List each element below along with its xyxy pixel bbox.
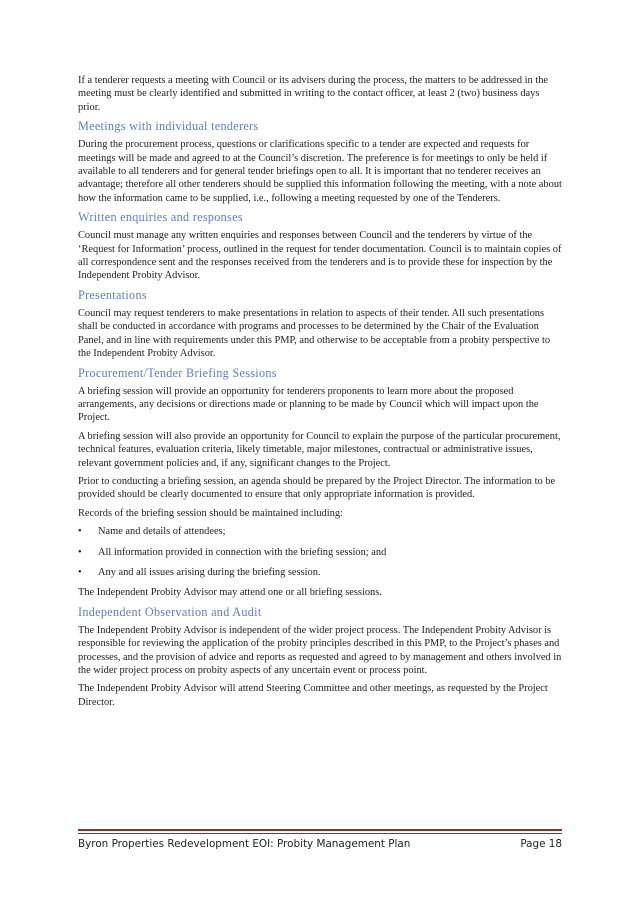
presentations-paragraph: Council may request tenderers to make presentations in relation to aspects of their tender. All such presentations shall be conducted in accordance with programs and processes to be determined by the Chair of the Evaluation Panel, and in line with requirements under this PMP, and otherwise to be acceptable from a probity perspective to the Independent Probity Advisor. — [78, 307, 551, 360]
list-item: • Any and all issues arising during the briefing session. — [78, 566, 321, 578]
bullet-icon: • — [78, 546, 82, 558]
heading-presentations: Presentations — [78, 287, 147, 302]
audit-paragraph-1: The Independent Probity Advisor is independent of the wider project process. The Independent Probity Advisor is responsible for reviewing the application of the probity principles described in this PMP, to the Project’s phases and processes, and the provision of advice and reports as requested and agreed to by management and others involved in the wider project process on probity aspects of any uncertain event or process point. — [78, 624, 562, 676]
intro-paragraph: If a tenderer requests a meeting with Council or its advisers during the process, the matters to be addressed in the meeting must be clearly identified and submitted in writing to the contact officer, at least 2 (two) business days prior. — [78, 75, 549, 113]
audit-paragraph-2: The Independent Probity Advisor will attend Steering Committee and other meetings, as requested by the Project Director. — [78, 683, 548, 708]
briefing-paragraph-2: A briefing session will also provide an opportunity for Council to explain the purpose of the particular procurement, technical features, evaluation criteria, likely timetable, major milestones, contractual or administrative issues, relevant government policies and, if any, significant changes to the Project. — [78, 430, 561, 469]
heading-observation-audit: Independent Observation and Audit — [78, 604, 262, 619]
heading-briefing-sessions: Procurement/Tender Briefing Sessions — [78, 365, 277, 380]
footer-divider-thin — [78, 833, 562, 834]
bullet-icon: • — [78, 526, 82, 538]
list-item: • All information provided in connection with the briefing session; and — [78, 546, 387, 558]
meetings-paragraph: During the procurement process, questions or clarifications specific to a tender are expected and requests for meetings will be made and agreed to at the Council’s discretion. The preference is for meetings to only be held if available to all tenderers and for general tender briefings open to all. It is important that no tenderer receives an advantage; therefore all other tenderers should be supplied this information following the meeting, with a note about how the information came to be supplied, i.e., following a meeting requested by one of the Tenderers. — [78, 139, 562, 204]
heading-meetings: Meetings with individual tenderers — [78, 119, 259, 134]
briefing-paragraph-3: Prior to conducting a briefing session, an agenda should be prepared by the Project Director. The information to be provided should be clearly documented to ensure that only appropriate information is provided. — [78, 475, 556, 501]
footer-title: Byron Properties Redevelopment EOI: Probity Management Plan — [78, 838, 411, 850]
briefing-paragraph-5: The Independent Probity Advisor may attend one or all briefing sessions. — [78, 587, 382, 599]
written-enquiries-paragraph: Council must manage any written enquiries and responses between Council and the tenderers by virtue of the ‘Request for Information’ process, outlined in the request for tender documentation. Council is to maintain copies of all correspondence sent and the responses received from the tenderers and is to provide these for inspection by the Independent Probity Advisor. — [78, 230, 562, 282]
briefing-records-list — [78, 525, 562, 579]
heading-written-enquiries: Written enquiries and responses — [78, 210, 243, 225]
page-number: Page 18 — [520, 838, 562, 850]
document-body — [78, 74, 562, 714]
briefing-paragraph-4: Records of the briefing session should be maintained including: — [78, 507, 343, 519]
bullet-icon: • — [78, 566, 82, 578]
footer-divider — [78, 829, 562, 831]
page-footer — [78, 838, 562, 850]
briefing-paragraph-1: A briefing session will provide an opportunity for tenderers proponents to learn more about the proposed arrangements, any decisions or directions made or planning to be made by Council which will impact upon the Project. — [78, 385, 539, 424]
list-item: • Name and details of attendees; — [78, 526, 226, 538]
